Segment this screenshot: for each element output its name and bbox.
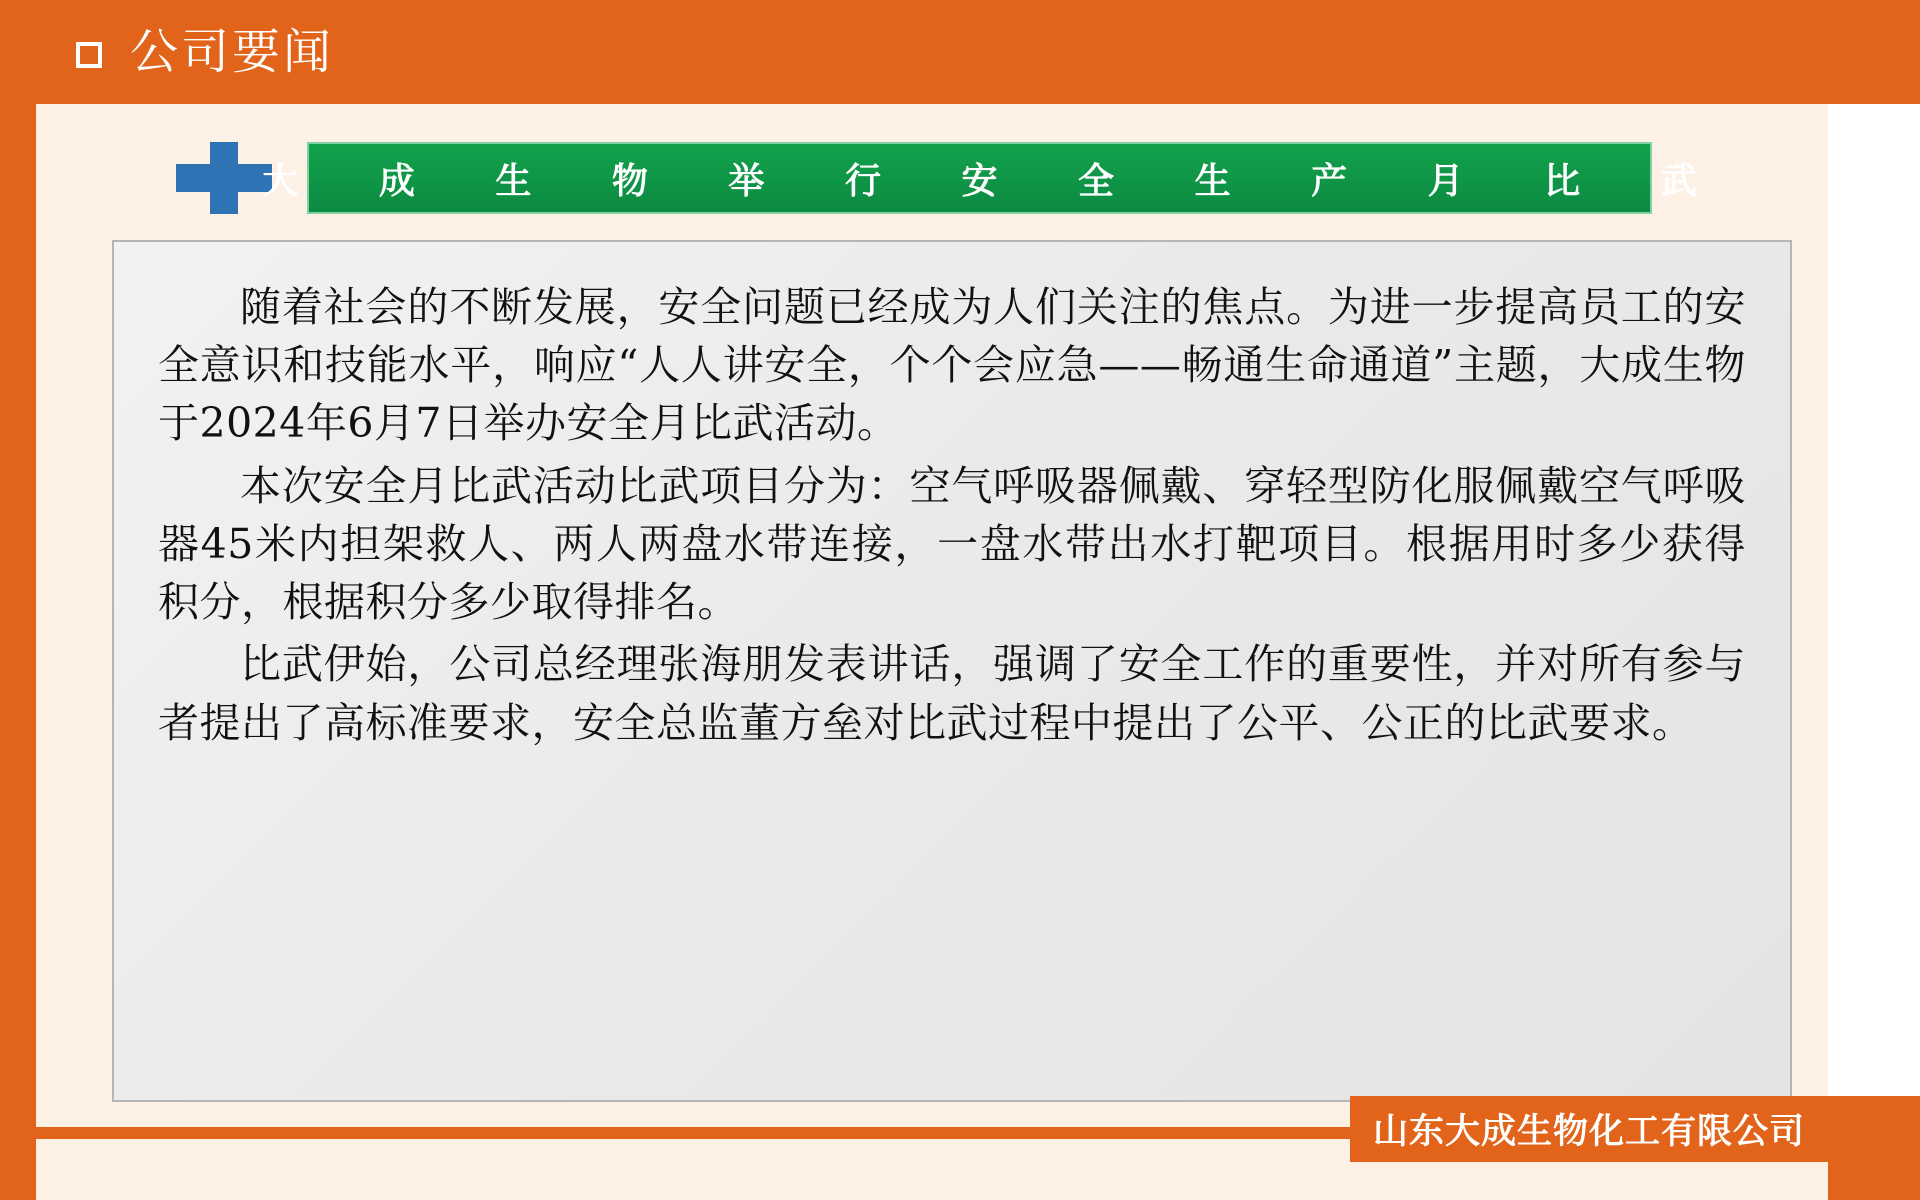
footer-rule <box>36 1127 1390 1139</box>
footer-company-name: 山东大成生物化工有限公司 <box>1372 1112 1805 1152</box>
article-headline-banner <box>262 142 1731 214</box>
article-paragraph: 本次安全月比武活动比武项目分为：空气呼吸器佩戴、穿轻型防化服佩戴空气呼吸器45米内担架救人、两人两盘水带连接，一盘水带出水打靶项目。根据用时多少获得积分，根据积分多少取得排名。 <box>158 461 1746 627</box>
footer-company-badge <box>1350 1096 1828 1162</box>
article-paragraph: 随着社会的不断发展，安全问题已经成为人们关注的焦点。为进一步提高员工的安全意识和技能水平，响应“人人讲安全，个个会应急——畅通生命通道”主题，大成生物于2024年6月7日举办安全月比武活动。 <box>158 283 1746 448</box>
article-headline: 大 成 生 物 举 行 安 全 生 产 月 比 武 <box>262 160 1731 202</box>
left-accent-bar <box>0 104 36 1200</box>
footer-right-block <box>1828 1096 1920 1200</box>
article-paragraph: 比武伊始，公司总经理张海朋发表讲话，强调了安全工作的重要性，并对所有参与者提出了高标准要求，安全总监董方垒对比武过程中提出了公平、公正的比武要求。 <box>158 640 1746 747</box>
header-band <box>0 0 1920 104</box>
header-inner <box>0 0 334 104</box>
square-outline-icon <box>76 42 102 68</box>
right-margin <box>1828 104 1920 1200</box>
article-body <box>112 240 1792 1102</box>
footer-left-block <box>0 1096 36 1200</box>
page-title: 公司要闻 <box>130 24 335 80</box>
